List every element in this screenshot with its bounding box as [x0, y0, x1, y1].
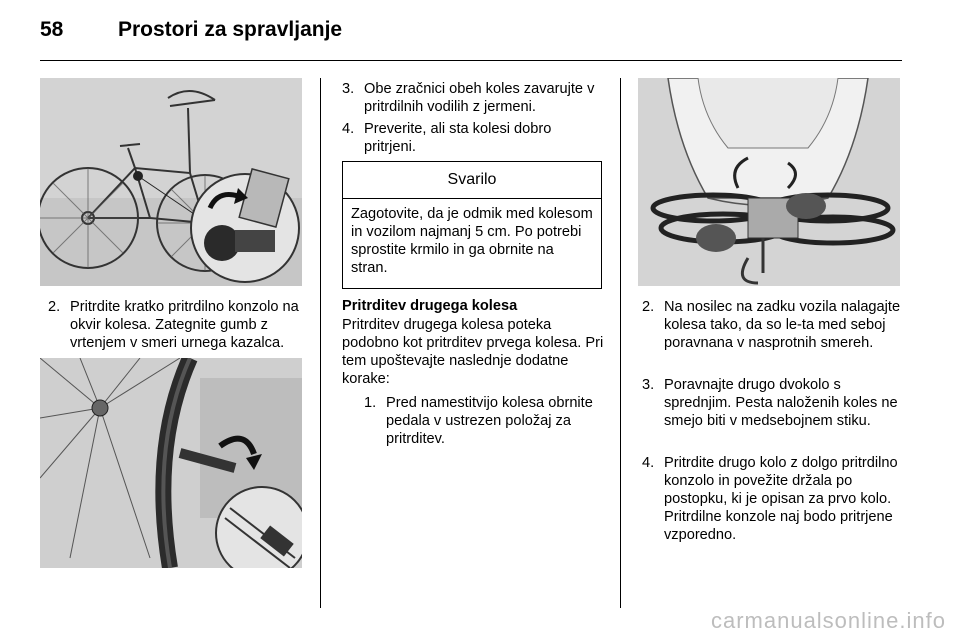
step-number: 2. [642, 299, 655, 315]
column-divider-left [320, 78, 321, 608]
step-text: Na nosilec na zadku vozila nalagajte kolesa tako, da so le-ta med seboj poravnana v nasprotnih smereh. [664, 299, 901, 351]
watermark: carmanualsonline.info [710, 608, 946, 633]
tire-strap-illustration [40, 358, 302, 568]
section-paragraph: Pritrditev drugega kolesa poteka podobno kot pritrditev prvega kolesa. Pri tem upoštevajte naslednje dodatne korake: [342, 317, 604, 387]
bike-mount-illustration [40, 78, 302, 286]
warning-text: Zagotovite, da je odmik med kolesom in vozilom najmanj 5 cm. Po potrebi sprostite krmilo in ga obrnite na stran. [351, 206, 593, 276]
step-text: Preverite, ali sta kolesi dobro pritrjeni. [364, 121, 552, 155]
warning-box [342, 161, 602, 289]
column-divider-right [620, 78, 621, 608]
header-divider [40, 60, 902, 61]
step-text: Obe zračnici obeh koles zavarujte v pritrdilnih vodilih z jermeni. [364, 81, 595, 115]
step-text: Pritrdite drugo kolo z dolgo pritrdilno konzolo in povežite držala po postopku, ki je opisan za prvo kolo. Pritrdilne konzole naj bodo pritrjene vzporedno. [664, 455, 898, 543]
step-number: 3. [342, 81, 355, 97]
page-title: Prostori za spravljanje [118, 18, 343, 41]
step-number: 3. [642, 377, 655, 393]
step-number: 4. [342, 121, 355, 137]
page-number: 58 [40, 18, 64, 41]
step-text: Pred namestitvijo kolesa obrnite pedala v ustrezen položaj za pritrditev. [386, 395, 593, 447]
two-bikes-rear-illustration [638, 78, 900, 286]
step-number: 1. [364, 395, 377, 411]
step-text: Poravnajte drugo dvokolo s sprednjim. Pesta naloženih koles ne smejo biti v medsebojnem stiku. [664, 377, 898, 429]
step-text: Pritrdite kratko pritrdilno konzolo na okvir kolesa. Zategnite gumb z vrtenjem v smeri urnega kazalca. [70, 299, 299, 351]
page-header [40, 14, 902, 54]
step-number: 2. [48, 299, 61, 315]
step-number: 4. [642, 455, 655, 471]
section-heading: Pritrditev drugega kolesa [342, 298, 518, 314]
warning-title: Svarilo [343, 162, 601, 199]
